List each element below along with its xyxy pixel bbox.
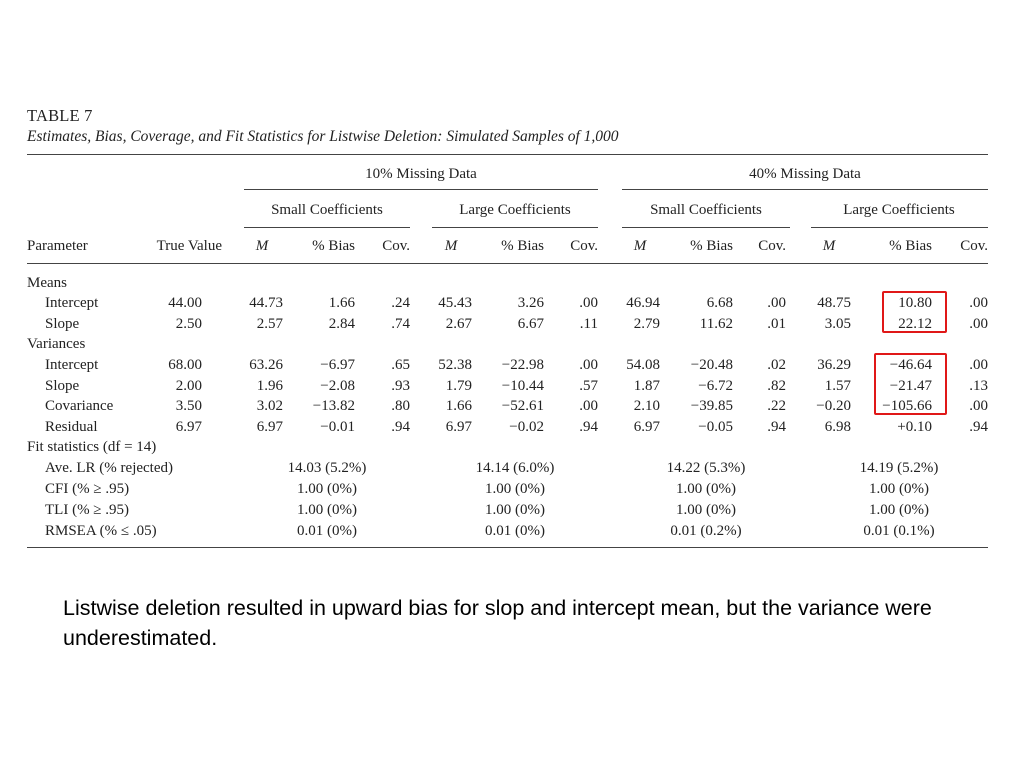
m-cell: 54.08 [626, 357, 660, 373]
m-cell: 6.97 [256, 419, 283, 435]
m-cell: 2.79 [633, 316, 660, 332]
m-cell: −0.20 [816, 398, 851, 414]
subgroup-header: Large Coefficients [459, 202, 571, 218]
bias-cell: 6.67 [517, 316, 544, 332]
cov-cell: .00 [579, 295, 598, 311]
group-rule-40pct [622, 189, 988, 190]
cov-cell: .00 [969, 357, 988, 373]
column-header-bias: % Bias [501, 238, 544, 254]
bias-cell: −6.72 [698, 378, 733, 394]
subgroup-header: Small Coefficients [650, 202, 762, 218]
cov-cell: .82 [767, 378, 786, 394]
cov-cell: .01 [767, 316, 786, 332]
m-cell: 48.75 [817, 295, 851, 311]
column-header-bias: % Bias [312, 238, 355, 254]
fit-cell: 14.03 (5.2%) [287, 460, 367, 476]
bias-cell: −21.47 [889, 378, 932, 394]
column-header-bias: % Bias [690, 238, 733, 254]
cov-cell: .00 [579, 357, 598, 373]
true-value-cell: 68.00 [168, 357, 202, 373]
cov-cell: .13 [969, 378, 988, 394]
true-value-cell: 6.97 [175, 419, 202, 435]
bias-cell: −22.98 [501, 357, 544, 373]
true-value-cell: 44.00 [168, 295, 202, 311]
group-rule-10pct [244, 189, 598, 190]
cov-cell: .11 [579, 316, 598, 332]
bias-cell: 1.66 [328, 295, 355, 311]
bias-cell: −52.61 [501, 398, 544, 414]
bias-cell: −2.08 [320, 378, 355, 394]
section-means: Means [27, 275, 67, 291]
bias-cell: 22.12 [898, 316, 932, 332]
fit-row-label: RMSEA (% ≤ .05) [45, 523, 157, 539]
m-cell: 1.79 [445, 378, 472, 394]
cov-cell: .00 [767, 295, 786, 311]
subgroup-rule-3 [622, 227, 790, 228]
m-cell: 2.67 [445, 316, 472, 332]
column-header-m: M [822, 238, 836, 254]
cov-cell: .74 [391, 316, 410, 332]
fit-cell: 14.22 (5.3%) [666, 460, 746, 476]
cov-cell: .24 [391, 295, 410, 311]
bias-cell: +0.10 [897, 419, 932, 435]
m-cell: 1.66 [445, 398, 472, 414]
cov-cell: .80 [391, 398, 410, 414]
m-cell: 3.02 [256, 398, 283, 414]
m-cell: 6.97 [445, 419, 472, 435]
table-title: TABLE 7 [27, 106, 93, 125]
row-label: Covariance [45, 398, 114, 414]
column-header-parameter: Parameter [27, 238, 88, 254]
column-header-m: M [633, 238, 647, 254]
section-fit-statistics: Fit statistics (df = 14) [27, 439, 157, 455]
table-bottom-rule [27, 547, 988, 548]
fit-cell: 0.01 (0.1%) [863, 523, 935, 539]
row-label: Intercept [45, 357, 99, 373]
cov-cell: .00 [969, 316, 988, 332]
cov-cell: .00 [969, 398, 988, 414]
column-header-bias: % Bias [889, 238, 932, 254]
bias-cell: −20.48 [690, 357, 733, 373]
m-cell: 46.94 [626, 295, 660, 311]
cov-cell: .22 [767, 398, 786, 414]
fit-cell: 1.00 (0%) [676, 502, 736, 518]
bias-cell: −0.05 [698, 419, 733, 435]
fit-cell: 1.00 (0%) [676, 481, 736, 497]
fit-cell: 1.00 (0%) [869, 502, 929, 518]
column-header-cov: Cov. [570, 238, 598, 254]
column-header-cov: Cov. [960, 238, 988, 254]
bias-cell: −46.64 [889, 357, 932, 373]
table-top-rule [27, 154, 988, 155]
m-cell: 2.57 [256, 316, 283, 332]
bias-cell: 3.26 [517, 295, 544, 311]
m-cell: 52.38 [438, 357, 472, 373]
cov-cell: .57 [579, 378, 598, 394]
subgroup-header: Small Coefficients [271, 202, 383, 218]
bias-cell: 10.80 [898, 295, 932, 311]
group-header: 10% Missing Data [365, 166, 477, 182]
bias-cell: 2.84 [328, 316, 355, 332]
cov-cell: .94 [391, 419, 410, 435]
m-cell: 63.26 [249, 357, 283, 373]
m-cell: 6.97 [633, 419, 660, 435]
true-value-cell: 3.50 [175, 398, 202, 414]
row-label: Slope [45, 316, 80, 332]
m-cell: 1.87 [633, 378, 660, 394]
group-header: 40% Missing Data [749, 166, 861, 182]
cov-cell: .02 [767, 357, 786, 373]
column-header-cov: Cov. [382, 238, 410, 254]
highlight-means-bias [882, 291, 947, 333]
conclusion-note: Listwise deletion resulted in upward bias for slop and intercept mean, but the variance were underestimated. [63, 596, 932, 650]
fit-cell: 0.01 (0%) [485, 523, 545, 539]
subgroup-rule-4 [811, 227, 988, 228]
cov-cell: .94 [767, 419, 786, 435]
row-label: Slope [45, 378, 80, 394]
fit-cell: 1.00 (0%) [297, 502, 357, 518]
fit-row-label: Ave. LR (% rejected) [45, 460, 173, 476]
bias-cell: 11.62 [699, 316, 733, 332]
fit-row-label: CFI (% ≥ .95) [45, 481, 130, 497]
m-cell: 3.05 [824, 316, 851, 332]
m-cell: 36.29 [817, 357, 851, 373]
fit-cell: 0.01 (0%) [297, 523, 357, 539]
true-value-cell: 2.50 [175, 316, 202, 332]
column-header-true-value: True Value [156, 238, 222, 254]
m-cell: 6.98 [824, 419, 851, 435]
cov-cell: .93 [391, 378, 410, 394]
bias-cell: −13.82 [312, 398, 355, 414]
m-cell: 2.10 [633, 398, 660, 414]
fit-cell: 1.00 (0%) [485, 502, 545, 518]
bias-cell: −0.02 [509, 419, 544, 435]
fit-cell: 1.00 (0%) [485, 481, 545, 497]
row-label: Intercept [45, 295, 99, 311]
row-label: Residual [45, 419, 98, 435]
bias-cell: −10.44 [501, 378, 544, 394]
fit-cell: 1.00 (0%) [297, 481, 357, 497]
cov-cell: .94 [579, 419, 598, 435]
fit-cell: 1.00 (0%) [869, 481, 929, 497]
m-cell: 1.96 [256, 378, 283, 394]
table-caption: Estimates, Bias, Coverage, and Fit Statistics for Listwise Deletion: Simulated Samples of 1,000 [27, 128, 619, 145]
column-header-m: M [255, 238, 269, 254]
header-bottom-rule [27, 263, 988, 264]
subgroup-header: Large Coefficients [843, 202, 955, 218]
cov-cell: .00 [579, 398, 598, 414]
fit-cell: 0.01 (0.2%) [670, 523, 742, 539]
m-cell: 45.43 [438, 295, 472, 311]
bias-cell: −0.01 [320, 419, 355, 435]
m-cell: 1.57 [824, 378, 851, 394]
fit-cell: 14.19 (5.2%) [859, 460, 939, 476]
subgroup-rule-1 [244, 227, 410, 228]
m-cell: 44.73 [249, 295, 283, 311]
fit-cell: 14.14 (6.0%) [475, 460, 555, 476]
bias-cell: −105.66 [882, 398, 932, 414]
subgroup-rule-2 [432, 227, 598, 228]
cov-cell: .65 [391, 357, 410, 373]
cov-cell: .00 [969, 295, 988, 311]
column-header-m: M [444, 238, 458, 254]
section-variances: Variances [27, 336, 86, 352]
cov-cell: .94 [969, 419, 988, 435]
bias-cell: −6.97 [320, 357, 355, 373]
highlight-variances-bias [874, 353, 947, 415]
column-header-cov: Cov. [758, 238, 786, 254]
fit-row-label: TLI (% ≥ .95) [45, 502, 130, 518]
bias-cell: 6.68 [706, 295, 733, 311]
true-value-cell: 2.00 [175, 378, 202, 394]
bias-cell: −39.85 [690, 398, 733, 414]
